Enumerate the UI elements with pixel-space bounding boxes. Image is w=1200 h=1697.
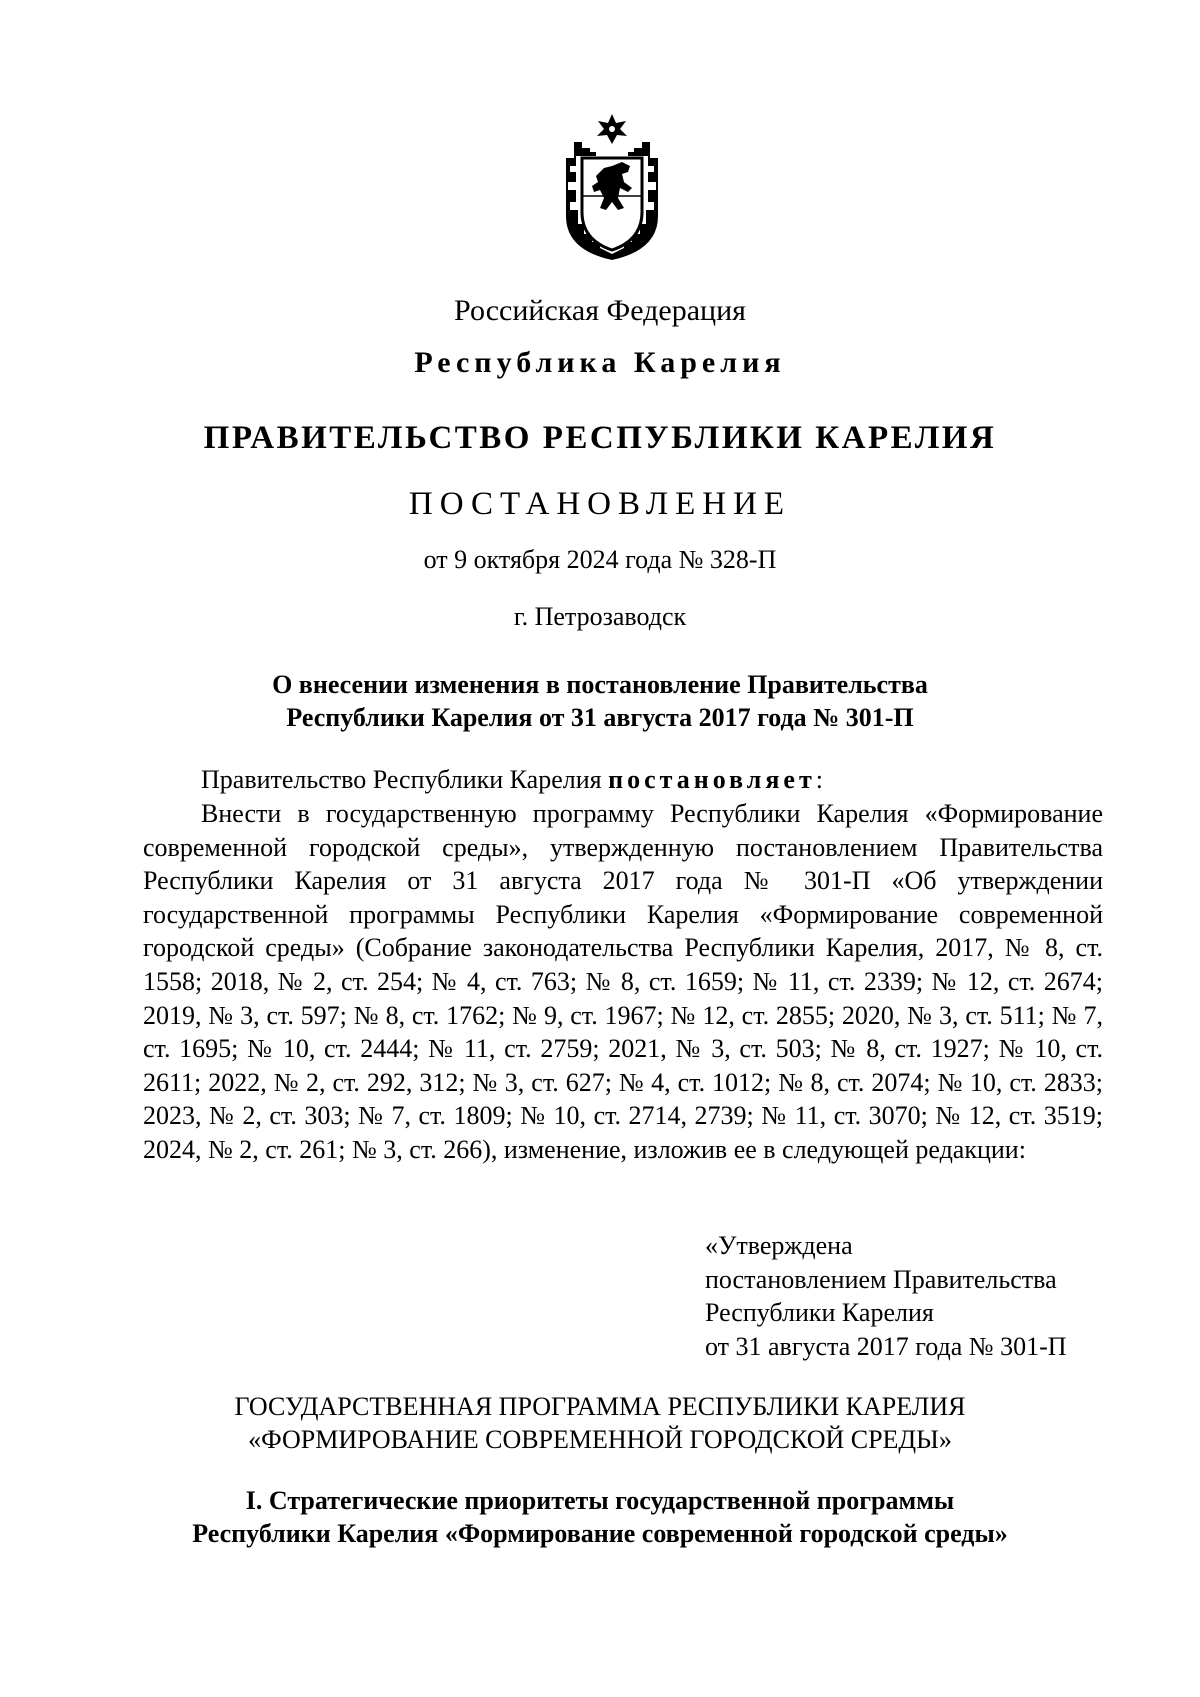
document-type: ПОСТАНОВЛЕНИЕ xyxy=(408,486,792,522)
approval-line-4: от 31 августа 2017 года № 301-П xyxy=(705,1331,1067,1361)
government-name: ПРАВИТЕЛЬСТВО РЕСПУБЛИКИ КАРЕЛИЯ xyxy=(203,420,997,456)
subject-line-1: О внесении изменения в постановление Правительства xyxy=(272,670,928,699)
approval-line-1: «Утверждена xyxy=(705,1231,853,1260)
approval-line-3: Республики Карелия xyxy=(705,1298,934,1328)
document-city: г. Петрозаводск xyxy=(513,602,687,631)
program-title-line-2: «ФОРМИРОВАНИЕ СОВРЕМЕННОЙ ГОРОДСКОЙ СРЕДЫ» xyxy=(248,1425,952,1454)
program-title-line-1: ГОСУДАРСТВЕННАЯ ПРОГРАММА РЕСПУБЛИКИ КАРЕЛИЯ xyxy=(234,1392,966,1421)
document-date-number: от 9 октября 2024 года № 328-П xyxy=(423,545,777,574)
section-title xyxy=(0,1484,1200,1550)
decree-word: постановляет xyxy=(608,765,816,794)
intro-tail: : xyxy=(815,765,823,794)
section-title-line-1: I. Стратегические приоритеты государственной программы xyxy=(245,1486,955,1515)
country-name: Российская Федерация xyxy=(454,294,746,327)
subject-line-2: Республики Карелия от 31 августа 2017 года № 301-П xyxy=(286,703,914,732)
intro-lead: Правительство Республики Карелия xyxy=(201,765,609,794)
coat-of-arms-icon xyxy=(560,112,664,262)
approval-line-2: постановлением Правительства xyxy=(705,1264,1057,1294)
decree-main-paragraph: Внести в государственную программу Республики Карелия «Формирование современной городской среды», утвержденную постановлением Правительства Республики Карелия от 31 августа 2017 года № 301-П «Об утверждении государственной программы Республики Карелия «Формирование современной городской среды» (Собрание законодательства Республики Карелия, 2017, № 8, ст. 1558; 2018, № 2, ст. 254; № 4, ст. 763; № 8, ст. 1659; № 11, ст. 2339; № 12, ст. 2674; 2019, № 3, ст. 597; № 8, ст. 1762; № 9, ст. 1967; № 12, ст. 2855; 2020, № 3, ст. 511; № 7, ст. 1695; № 10, ст. 2444; № 11, ст. 2759; 2021, № 3, ст. 503; № 8, ст. 1927; № 10, ст. 2611; 2022, № 2, ст. 292, 312; № 3, ст. 627; № 4, ст. 1012; № 8, ст. 2074; № 10, ст. 2833; 2023, № 2, ст. 303; № 7, ст. 1809; № 10, ст. 2714, 2739; № 11, ст. 3070; № 12, ст. 3519; 2024, № 2, ст. 261; № 3, ст. 266), изменение, изложив ее в следующей редакции: xyxy=(143,799,1103,1164)
document-subject xyxy=(0,668,1200,734)
program-title xyxy=(0,1390,1200,1456)
approval-stamp xyxy=(705,1229,1125,1363)
decree-intro xyxy=(143,763,1103,797)
section-title-line-2: Республики Карелия «Формирование современной городской среды» xyxy=(192,1519,1008,1548)
republic-name: Республика Карелия xyxy=(414,346,786,379)
